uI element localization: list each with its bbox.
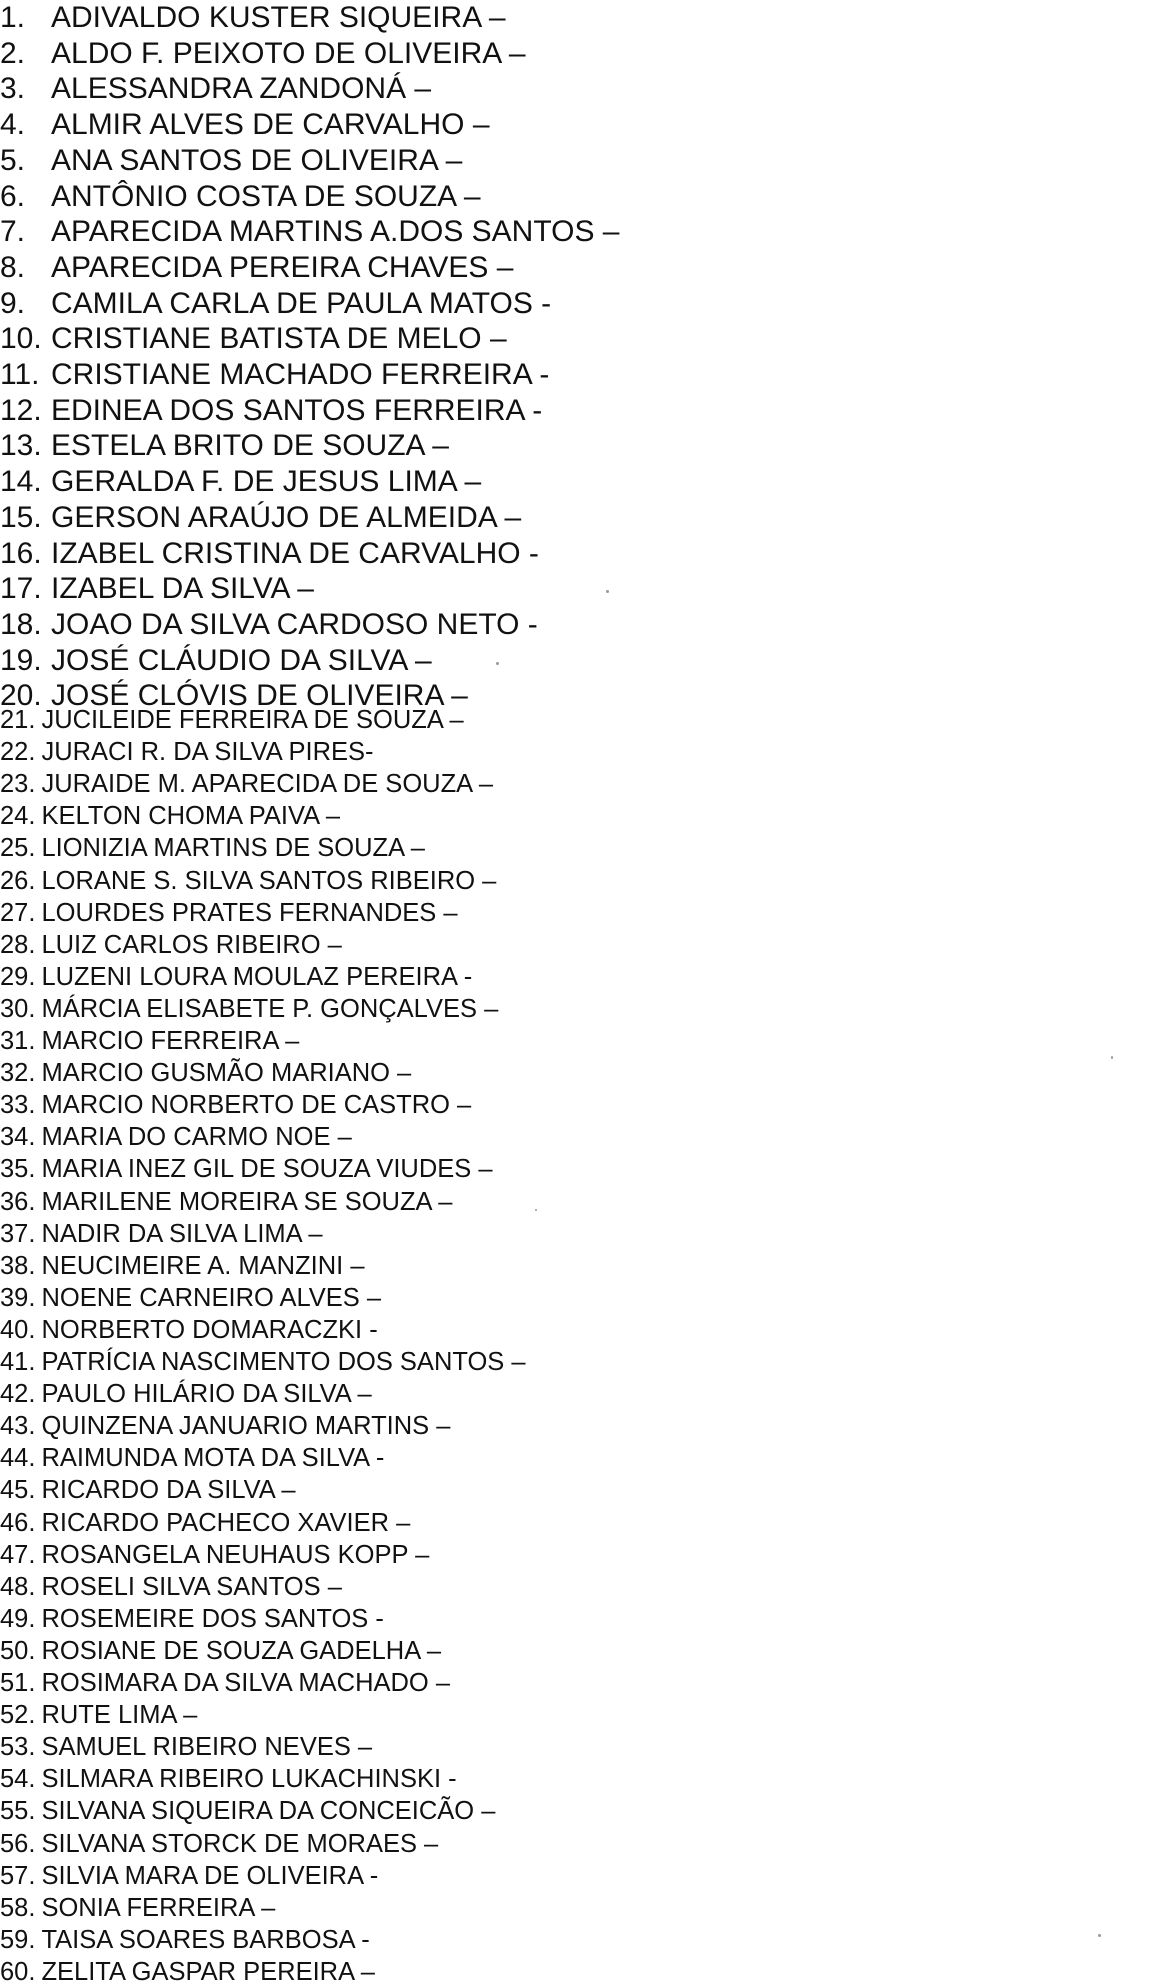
list-item-number: 50. — [0, 1636, 36, 1665]
list-item — [0, 431, 449, 461]
list-item-number: 48. — [0, 1572, 36, 1601]
list-item — [0, 143, 463, 177]
list-item — [0, 1187, 453, 1216]
list-item-number: 60. — [0, 1957, 36, 1986]
list-item — [0, 217, 620, 247]
list-item-number: 24. — [0, 802, 36, 831]
list-item-name: JURACI R. DA SILVA PIRES- — [41, 738, 374, 767]
list-item-name: CAMILA CARLA DE PAULA MATOS - — [51, 286, 552, 320]
list-item-name: ADIVALDO KUSTER SIQUEIRA – — [51, 1, 506, 34]
list-item-name: JUCILEIDE FERREIRA DE SOUZA – — [41, 706, 464, 734]
list-item-name: MARCIO NORBERTO DE CASTRO – — [41, 1091, 472, 1120]
list-item-name: APARECIDA PEREIRA CHAVES – — [51, 250, 514, 284]
list-item-number: 40. — [0, 1315, 36, 1344]
list-item-number: 17. — [0, 572, 42, 606]
list-item — [0, 836, 425, 862]
list-item — [0, 1957, 375, 1986]
list-item-number: 58. — [0, 1893, 36, 1922]
list-item-name: RICARDO PACHECO XAVIER – — [41, 1508, 411, 1537]
list-item — [0, 1478, 296, 1504]
list-item-number: 2. — [0, 36, 26, 70]
list-item — [0, 1315, 378, 1344]
list-item — [0, 740, 374, 766]
list-item — [0, 286, 552, 320]
list-item-name: ROSIANE DE SOUZA GADELHA – — [41, 1636, 442, 1665]
list-item — [0, 393, 543, 427]
list-item-name: ESTELA BRITO DE SOUZA – — [51, 429, 449, 463]
list-item-number: 9. — [0, 286, 26, 320]
list-item-number: 52. — [0, 1701, 36, 1730]
list-item-name: ROSIMARA DA SILVA MACHADO – — [41, 1669, 451, 1697]
list-item-name: LOURDES PRATES FERNANDES – — [41, 898, 458, 927]
list-item-name: CRISTIANE MACHADO FERREIRA - — [51, 358, 550, 391]
list-item — [0, 1671, 450, 1697]
list-item — [0, 1540, 430, 1569]
list-item-name: QUINZENA JANUARIO MARTINS – — [41, 1412, 451, 1441]
list-item — [0, 1157, 493, 1183]
list-item-number: 23. — [0, 770, 36, 799]
list-item-number: 33. — [0, 1091, 36, 1120]
list-item — [0, 1414, 450, 1440]
list-item-number: 57. — [0, 1861, 36, 1890]
list-item-name: PATRÍCIA NASCIMENTO DOS SANTOS – — [41, 1348, 526, 1376]
list-item — [0, 1251, 365, 1280]
list-item — [0, 1446, 384, 1472]
list-item — [0, 772, 493, 798]
list-item-number: 43. — [0, 1412, 36, 1441]
list-item-number: 25. — [0, 834, 36, 863]
list-item — [0, 110, 490, 140]
list-item — [0, 360, 549, 390]
list-item-number: 4. — [0, 108, 26, 142]
list-item-name: ROSELI SILVA SANTOS – — [41, 1572, 342, 1601]
list-item-number: 39. — [0, 1283, 36, 1312]
list-item-number: 18. — [0, 607, 42, 641]
list-item — [0, 1283, 382, 1312]
list-item — [0, 1382, 372, 1408]
list-item — [0, 643, 432, 677]
list-item-name: MARIA INEZ GIL DE SOUZA VIUDES – — [41, 1155, 493, 1184]
list-item-number: 49. — [0, 1604, 36, 1633]
list-item-name: MARCIO GUSMÃO MARIANO – — [41, 1059, 412, 1088]
list-item-number: 6. — [0, 179, 26, 213]
list-item — [0, 1925, 370, 1954]
list-item — [0, 1829, 439, 1858]
list-item-name: NORBERTO DOMARACZKI - — [41, 1315, 378, 1344]
list-item-number: 30. — [0, 994, 36, 1023]
list-item-name: JOAO DA SILVA CARDOSO NETO - — [51, 607, 538, 641]
list-item — [0, 1799, 495, 1825]
list-item-number: 46. — [0, 1508, 36, 1537]
list-item-name: LUZENI LOURA MOULAZ PEREIRA - — [41, 962, 473, 991]
list-item-name: NADIR DA SILVA LIMA – — [41, 1219, 323, 1248]
list-item-number: 28. — [0, 930, 36, 959]
list-item-name: ANA SANTOS DE OLIVEIRA – — [51, 143, 463, 177]
list-item — [0, 1636, 442, 1665]
list-item-number: 20. — [0, 679, 42, 713]
list-item-name: LUIZ CARLOS RIBEIRO – — [41, 930, 342, 959]
list-item-name: GERALDA F. DE JESUS LIMA – — [51, 465, 482, 499]
list-item-name: MÁRCIA ELISABETE P. GONÇALVES – — [41, 994, 499, 1023]
list-item-number: 16. — [0, 536, 42, 570]
list-item — [0, 74, 431, 104]
list-item-name: LIONIZIA MARTINS DE SOUZA – — [41, 834, 425, 863]
list-item-number: 38. — [0, 1251, 36, 1280]
list-item-number: 22. — [0, 738, 36, 767]
list-item-number: 42. — [0, 1380, 36, 1409]
list-item — [0, 1508, 411, 1537]
list-item-number: 34. — [0, 1123, 36, 1152]
list-item — [0, 1767, 457, 1793]
list-item — [0, 574, 314, 604]
list-item-name: NOENE CARNEIRO ALVES – — [41, 1283, 382, 1312]
list-item-name: SAMUEL RIBEIRO NEVES – — [41, 1733, 373, 1762]
list-item-name: RICARDO DA SILVA – — [41, 1476, 296, 1505]
list-item-number: 31. — [0, 1027, 36, 1055]
scan-speck — [535, 1209, 537, 1211]
list-item-number: 55. — [0, 1797, 36, 1826]
list-item-name: ROSEMEIRE DOS SANTOS - — [41, 1604, 384, 1633]
list-item-number: 36. — [0, 1187, 36, 1216]
list-item-number: 3. — [0, 72, 26, 106]
list-item-name: MARCIO FERREIRA – — [41, 1027, 300, 1055]
list-item — [0, 866, 497, 895]
scan-speck — [1111, 1056, 1113, 1059]
list-item — [0, 1219, 323, 1248]
list-item-number: 45. — [0, 1476, 36, 1505]
list-item-number: 7. — [0, 215, 26, 249]
list-item-name: ANTÔNIO COSTA DE SOUZA – — [51, 179, 481, 213]
list-item-name: IZABEL DA SILVA – — [51, 572, 314, 606]
list-item — [0, 898, 458, 927]
list-item-name: SILVANA SIQUEIRA DA CONCEICÃO – — [41, 1797, 496, 1826]
list-item-number: 53. — [0, 1733, 36, 1762]
list-item-number: 10. — [0, 322, 42, 356]
list-item-number: 8. — [0, 250, 26, 284]
list-item-number: 13. — [0, 429, 42, 463]
list-item-name: SILVANA STORCK DE MORAES – — [41, 1829, 439, 1858]
list-item-name: TAISA SOARES BARBOSA - — [41, 1925, 370, 1954]
list-item — [0, 1093, 471, 1119]
list-item — [0, 1572, 342, 1601]
list-item-number: 37. — [0, 1219, 36, 1248]
list-item-name: EDINEA DOS SANTOS FERREIRA - — [51, 393, 543, 427]
list-item-number: 27. — [0, 898, 36, 927]
list-item-name: PAULO HILÁRIO DA SILVA – — [41, 1380, 372, 1409]
list-item — [0, 607, 538, 641]
scan-speck — [1098, 1934, 1101, 1937]
list-item-name: IZABEL CRISTINA DE CARVALHO - — [51, 536, 539, 570]
list-item-name: LORANE S. SILVA SANTOS RIBEIRO – — [41, 866, 497, 895]
list-item-number: 14. — [0, 465, 42, 499]
list-item — [0, 962, 473, 991]
list-item-number: 51. — [0, 1669, 36, 1697]
list-item-name: ALDO F. PEIXOTO DE OLIVEIRA – — [51, 36, 526, 70]
list-item — [0, 1861, 379, 1890]
list-item-number: 47. — [0, 1540, 36, 1569]
list-item — [0, 1893, 276, 1922]
list-item-number: 12. — [0, 393, 42, 427]
list-item-name: APARECIDA MARTINS A.DOS SANTOS – — [51, 215, 620, 249]
list-item-number: 21. — [0, 706, 36, 734]
list-item-number: 56. — [0, 1829, 36, 1858]
list-item — [0, 930, 342, 959]
list-item — [0, 179, 481, 213]
scan-speck — [496, 662, 499, 665]
list-item — [0, 3, 506, 33]
list-item-name: RUTE LIMA – — [41, 1701, 198, 1730]
list-item-name: JOSÉ CLÓVIS DE OLIVEIRA – — [51, 679, 468, 713]
list-item-name: SILMARA RIBEIRO LUKACHINSKI - — [41, 1765, 457, 1794]
list-item-number: 1. — [0, 1, 26, 34]
list-item-number: 32. — [0, 1059, 36, 1088]
list-item — [0, 994, 499, 1023]
list-item-number: 44. — [0, 1444, 36, 1473]
list-item — [0, 1735, 372, 1761]
list-item-number: 35. — [0, 1155, 36, 1184]
list-item — [0, 36, 526, 70]
list-item-name: SILVIA MARA DE OLIVEIRA - — [41, 1861, 379, 1890]
list-item-name: MARIA DO CARMO NOE – — [41, 1123, 352, 1152]
list-item — [0, 1350, 526, 1376]
list-item — [0, 1604, 384, 1633]
list-item-name: GERSON ARAÚJO DE ALMEIDA – — [51, 500, 522, 534]
list-item — [0, 536, 539, 570]
list-item — [0, 250, 514, 284]
list-item — [0, 1125, 352, 1151]
list-item-name: JURAIDE M. APARECIDA DE SOUZA – — [41, 770, 494, 799]
list-item-name: SONIA FERREIRA – — [41, 1893, 276, 1922]
list-item-number: 54. — [0, 1765, 36, 1794]
list-item-name: ALMIR ALVES DE CARVALHO – — [51, 108, 490, 142]
list-item-number: 41. — [0, 1348, 36, 1376]
list-item-name: ROSANGELA NEUHAUS KOPP – — [41, 1540, 430, 1569]
list-item-number: 15. — [0, 500, 42, 534]
list-item — [0, 500, 522, 534]
list-item-name: JOSÉ CLÁUDIO DA SILVA – — [51, 643, 432, 677]
list-item-number: 26. — [0, 866, 36, 895]
scan-speck — [606, 590, 609, 593]
list-item — [0, 1061, 411, 1087]
list-item-number: 11. — [0, 358, 40, 391]
list-item-name: ALESSANDRA ZANDONÁ – — [51, 72, 432, 106]
list-item — [0, 708, 464, 734]
list-item-number: 59. — [0, 1925, 36, 1954]
list-item-number: 19. — [0, 643, 42, 677]
list-item — [0, 804, 340, 830]
list-item-name: KELTON CHOMA PAIVA – — [41, 802, 340, 831]
list-item-name: ZELITA GASPAR PEREIRA – — [41, 1957, 375, 1986]
list-item — [0, 1029, 299, 1055]
list-item-name: CRISTIANE BATISTA DE MELO – — [51, 322, 507, 356]
list-item — [0, 324, 507, 354]
list-item-name: MARILENE MOREIRA SE SOUZA – — [41, 1187, 453, 1216]
list-item-name: NEUCIMEIRE A. MANZINI – — [41, 1251, 365, 1280]
list-item-name: RAIMUNDA MOTA DA SILVA - — [41, 1444, 385, 1473]
list-item — [0, 467, 481, 497]
list-item-number: 5. — [0, 143, 26, 177]
list-item — [0, 1703, 197, 1729]
list-item-number: 29. — [0, 962, 36, 991]
